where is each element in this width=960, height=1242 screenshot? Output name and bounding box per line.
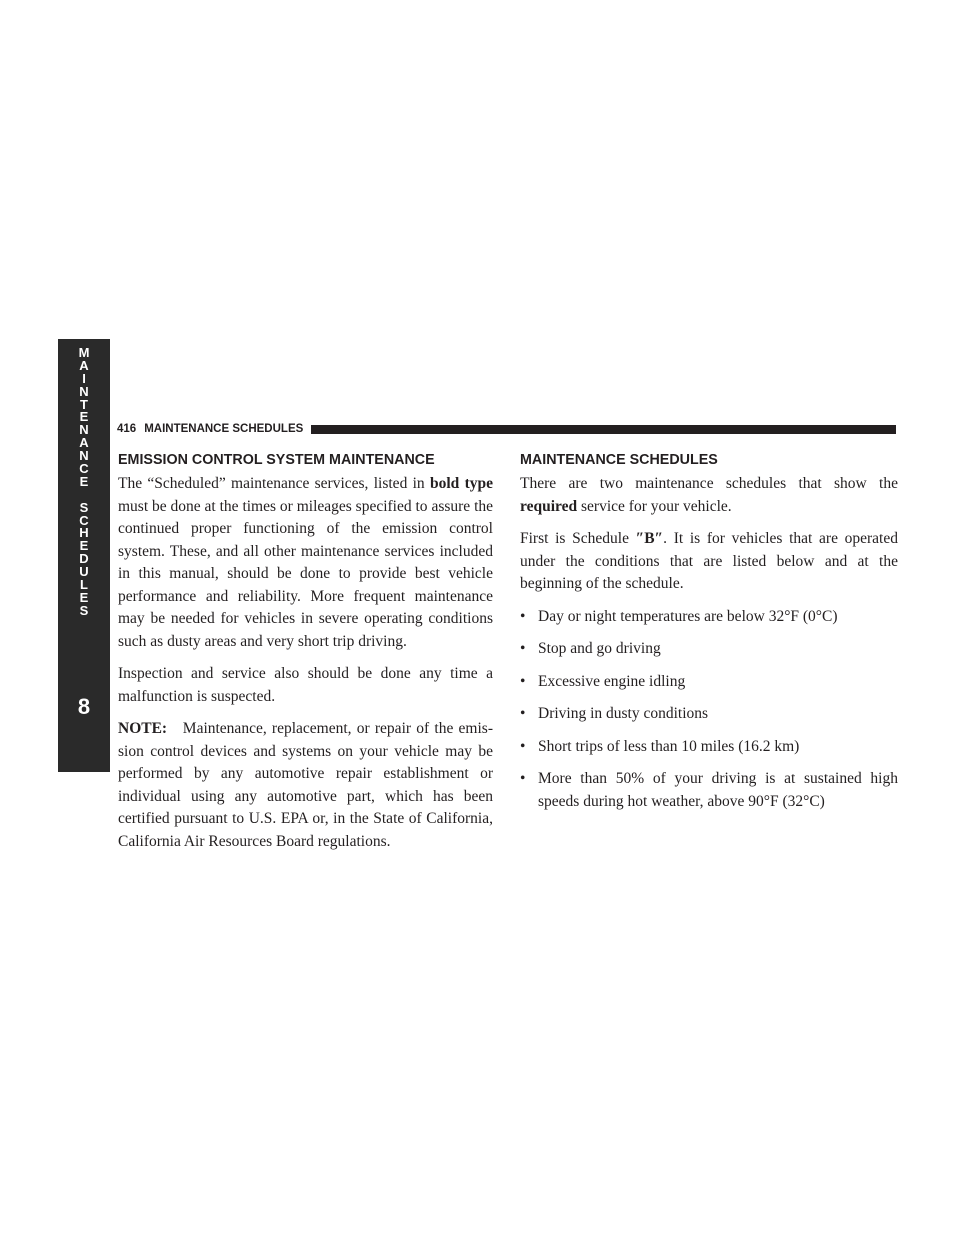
chapter-side-tab (58, 339, 110, 772)
list-item (520, 638, 898, 661)
bullet-icon: • (520, 737, 526, 755)
bold-type-text: bold type (429, 475, 493, 492)
bullet-icon: • (520, 672, 526, 690)
side-tab-letter: S (79, 602, 89, 618)
schedule-b-lead: First is Schedule (520, 530, 629, 547)
schedules-intro-paragraph (520, 473, 898, 518)
list-item-text: Day or night temperatures are below 32°F (0°C) (538, 607, 838, 625)
side-tab-letter: N (79, 448, 89, 464)
bullet-icon: • (520, 607, 526, 625)
side-tab-letter: E (79, 538, 89, 554)
list-item (520, 606, 898, 629)
list-item (520, 671, 898, 694)
left-column (118, 451, 493, 863)
side-tab-letter: A (79, 435, 89, 451)
page-header (117, 421, 896, 437)
list-item (520, 703, 898, 726)
conditions-list (520, 606, 898, 814)
side-tab-letter: S (79, 499, 89, 515)
side-tab-letter: N (79, 422, 89, 438)
schedule-b-paragraph (520, 528, 898, 596)
bullet-icon: • (520, 770, 526, 787)
schedules-intro-lead: There are two maintenance schedules that show the (520, 475, 898, 492)
section-title: MAINTENANCE SCHEDULES (144, 423, 304, 435)
side-tab-letter: H (79, 525, 89, 541)
list-item-text: Excessive engine idling (538, 672, 686, 690)
list-item (520, 736, 898, 759)
emission-paragraph-rest: must be done at the times or mileages specified to assure the continued proper functioning of the emission control system. These, and all other maintenance services included in this manual, should be done to provide best vehicle performance and reliability. More frequent maintenance may be needed for vehicles in severe operating conditions such as dusty areas and very short trip driving. (118, 497, 493, 650)
bullet-icon: • (520, 640, 526, 657)
side-tab-letter: M (78, 345, 90, 360)
side-tab-letter: C (79, 512, 89, 528)
right-column (520, 451, 898, 823)
chapter-number: 8 (77, 694, 91, 719)
side-tab-letter: I (82, 370, 86, 386)
note-label: NOTE: (118, 720, 168, 737)
chapter-side-tab-letters (58, 347, 110, 618)
side-tab-letter: L (80, 577, 88, 593)
note-paragraph (118, 718, 493, 853)
emission-paragraph (118, 473, 493, 653)
required-text: required (520, 497, 578, 515)
list-item-text: Stop and go driving (538, 640, 661, 657)
note-text: Maintenance, replacement, or repair of the emission control devices and systems on your vehicle may be performed by any automotive repair establishment or individual using any automotive part, which has been certified pursuant to U.S. EPA or, in the State of California, California Air Resources Board regulations. (118, 720, 494, 850)
inspection-paragraph: Inspection and service also should be done any time a malfunction is suspected. (118, 665, 493, 705)
side-tab-letter: T (80, 396, 88, 412)
side-tab-letter: U (79, 564, 89, 580)
list-item (520, 768, 898, 813)
schedule-b-label: ″B″ (635, 530, 664, 547)
bullet-icon: • (520, 705, 526, 722)
side-tab-letter: E (79, 589, 89, 605)
schedules-intro-rest: service for your vehicle. (581, 497, 732, 515)
side-tab-letter: C (79, 461, 89, 477)
schedules-heading: MAINTENANCE SCHEDULES (520, 452, 718, 468)
emission-paragraph-lead: The “Scheduled” maintenance services, listed in (118, 475, 425, 492)
side-tab-letter: D (79, 551, 89, 567)
schedule-b-rest: . It is for vehicles that are operated under the conditions that are listed below and at the beginning of the schedule. (520, 530, 898, 592)
side-tab-letter: E (79, 409, 89, 425)
list-item-text: More than 50% of your driving is at sustained high speeds during hot weather, above 90°F (32°C) (538, 770, 898, 810)
side-tab-letter: N (79, 383, 89, 399)
list-item-text: Short trips of less than 10 miles (16.2 km) (538, 737, 800, 755)
side-tab-letter: A (79, 357, 89, 373)
header-rule (311, 425, 896, 434)
emission-heading: EMISSION CONTROL SYSTEM MAINTENANCE (118, 452, 435, 468)
list-item-text: Driving in dusty conditions (538, 705, 709, 722)
side-tab-letter: E (79, 473, 89, 489)
page-number: 416 (117, 423, 137, 435)
